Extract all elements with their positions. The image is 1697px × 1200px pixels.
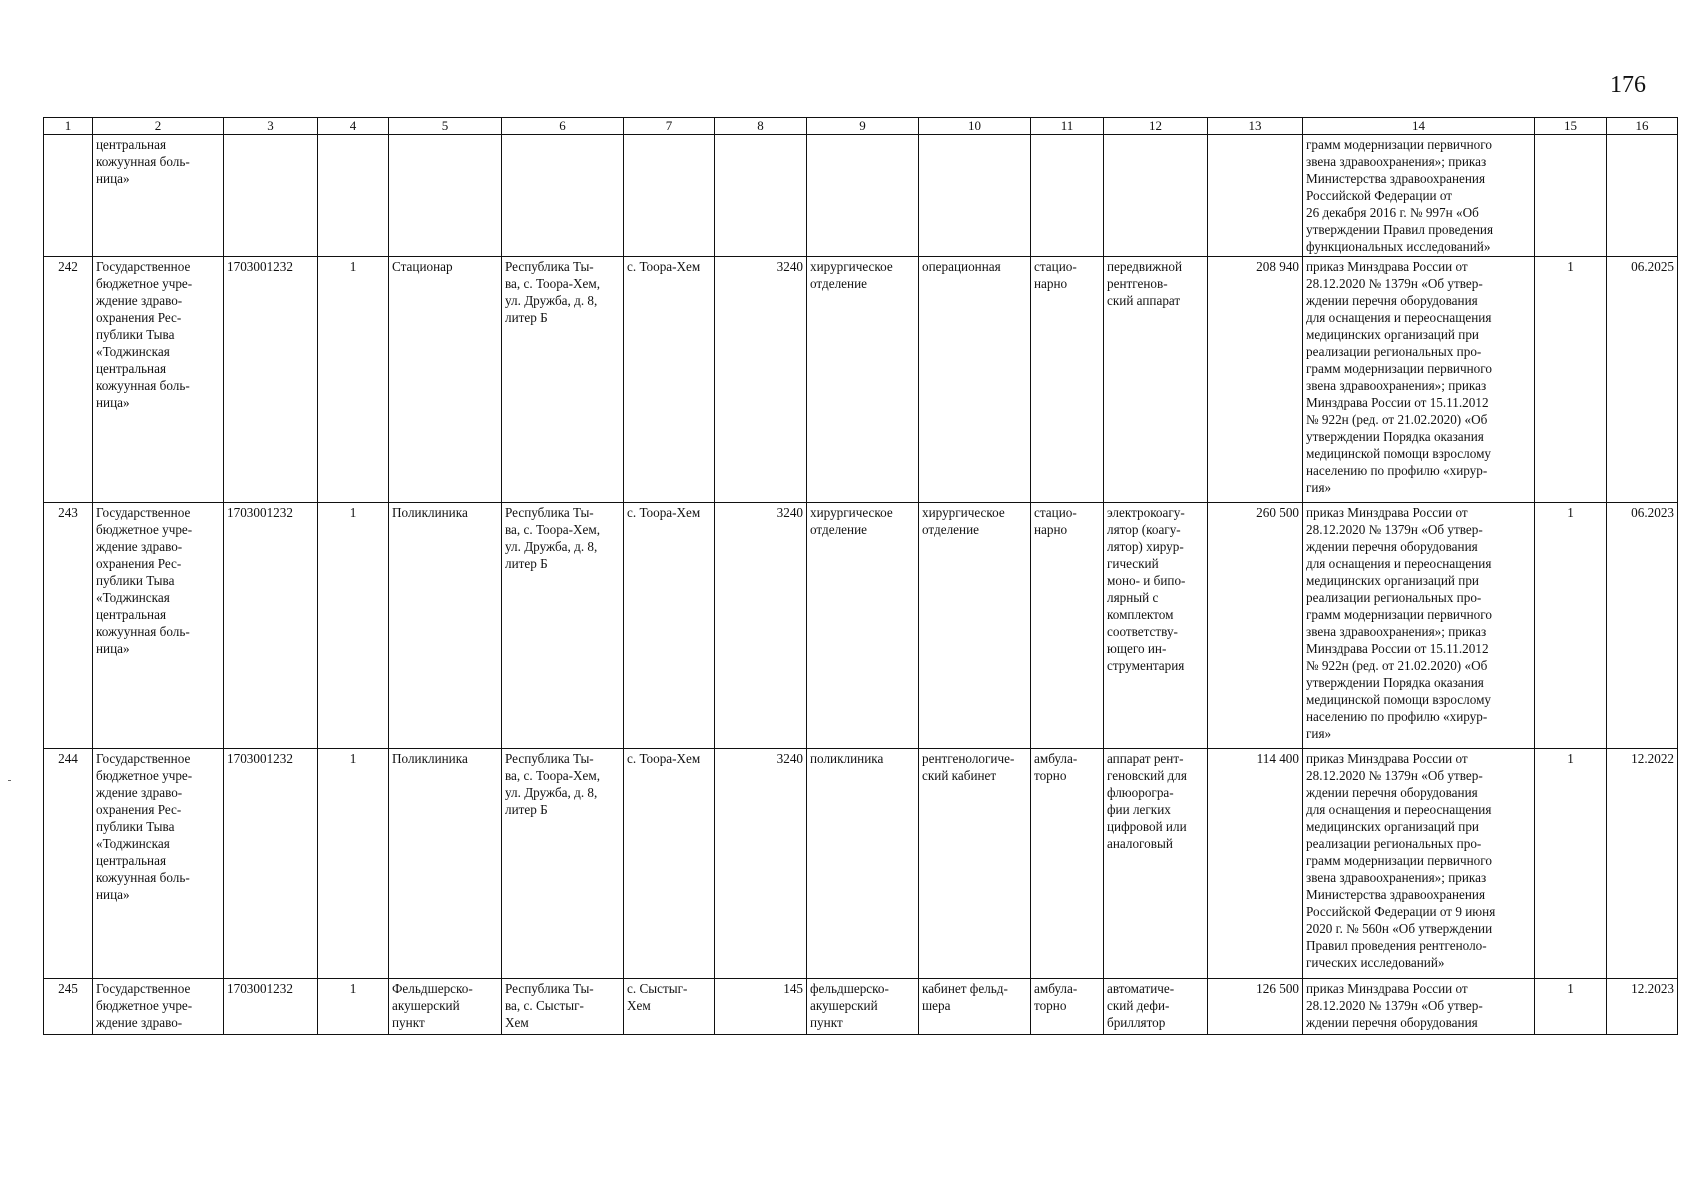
col4-value: 1	[318, 503, 389, 749]
col8-value: 3240	[715, 749, 807, 979]
care-mode: амбула- торно	[1031, 979, 1104, 1035]
equipment: передвижной рентгенов- ский аппарат	[1104, 257, 1208, 503]
col-header: 9	[807, 118, 919, 135]
legal-basis: приказ Минздрава России от 28.12.2020 № 1379н «Об утвер- ждении перечня оборудования	[1303, 979, 1535, 1035]
organization-name: центральная кожуунная боль- ница»	[93, 135, 224, 257]
care-mode: амбула- торно	[1031, 749, 1104, 979]
page-number: 176	[1610, 72, 1646, 98]
row-number: 243	[44, 503, 93, 749]
inn: 1703001232	[224, 257, 318, 503]
room: рентгенологиче- ский кабинет	[919, 749, 1031, 979]
continuation-row	[44, 135, 1678, 257]
row-number: 242	[44, 257, 93, 503]
inn: 1703001232	[224, 503, 318, 749]
equipment: аппарат рент- геновский для флюорогра- фии легких цифровой или аналоговый	[1104, 749, 1208, 979]
department: фельдшерско- акушерский пункт	[807, 979, 919, 1035]
equipment: автоматиче- ский дефи- бриллятор	[1104, 979, 1208, 1035]
inn: 1703001232	[224, 979, 318, 1035]
legal-basis: грамм модернизации первичного звена здравоохранения»; приказ Министерства здравоохранения Российской Федерации от 26 декабря 2016 г. № 997н «Об утверждении Правил проведения функциональных исследований»	[1303, 135, 1535, 257]
table-row	[44, 503, 1678, 749]
table-row	[44, 979, 1678, 1035]
unit-type: Поликлиника	[389, 749, 502, 979]
legal-basis: приказ Минздрава России от 28.12.2020 № 1379н «Об утвер- ждении перечня оборудования для оснащения и переоснащения медицинских организаций при реализации региональных про- грамм модернизации первичного звена здравоохранения»; приказ Минздрава России от 15.11.2012 № 922н (ред. от 21.02.2020) «Об утверждении Порядка оказания медицинской помощи взрослому населению по профилю «хирур- гия»	[1303, 503, 1535, 749]
col-header: 14	[1303, 118, 1535, 135]
col8-value: 3240	[715, 503, 807, 749]
address: Республика Ты- ва, с. Тоора-Хем, ул. Дружба, д. 8, литер Б	[502, 749, 624, 979]
column-number-row	[44, 118, 1678, 135]
col-header: 10	[919, 118, 1031, 135]
quantity: 1	[1535, 749, 1607, 979]
unit-type: Стационар	[389, 257, 502, 503]
department: поликлиника	[807, 749, 919, 979]
col4-value: 1	[318, 979, 389, 1035]
row-number: 244	[44, 749, 93, 979]
date: 06.2023	[1607, 503, 1678, 749]
locality: с. Тоора-Хем	[624, 749, 715, 979]
quantity: 1	[1535, 979, 1607, 1035]
legal-basis: приказ Минздрава России от 28.12.2020 № 1379н «Об утвер- ждении перечня оборудования для оснащения и переоснащения медицинских организаций при реализации региональных про- грамм модернизации первичного звена здравоохранения»; приказ Минздрава России от 15.11.2012 № 922н (ред. от 21.02.2020) «Об утверждении Порядка оказания медицинской помощи взрослому населению по профилю «хирур- гия»	[1303, 257, 1535, 503]
inn: 1703001232	[224, 749, 318, 979]
care-mode: стацио- нарно	[1031, 257, 1104, 503]
col-header: 7	[624, 118, 715, 135]
col-header: 3	[224, 118, 318, 135]
col-header: 15	[1535, 118, 1607, 135]
table-row	[44, 257, 1678, 503]
col-header: 4	[318, 118, 389, 135]
room: операционная	[919, 257, 1031, 503]
organization-name: Государственное бюджетное учре- ждение здраво- охранения Рес- публики Тыва «Тоджинская центральная кожуунная боль- ница»	[93, 257, 224, 503]
equipment-table	[43, 117, 1678, 1035]
locality: с. Сыстыг- Хем	[624, 979, 715, 1035]
locality: с. Тоора-Хем	[624, 503, 715, 749]
unit-type: Фельдшерско- акушерский пункт	[389, 979, 502, 1035]
price: 260 500	[1208, 503, 1303, 749]
date: 12.2023	[1607, 979, 1678, 1035]
date: 12.2022	[1607, 749, 1678, 979]
price: 208 940	[1208, 257, 1303, 503]
organization-name: Государственное бюджетное учре- ждение здраво- охранения Рес- публики Тыва «Тоджинская центральная кожуунная боль- ница»	[93, 749, 224, 979]
unit-type: Поликлиника	[389, 503, 502, 749]
col-header: 11	[1031, 118, 1104, 135]
col8-value: 145	[715, 979, 807, 1035]
margin-mark	[8, 780, 11, 781]
col-header: 2	[93, 118, 224, 135]
legal-basis: приказ Минздрава России от 28.12.2020 № 1379н «Об утвер- ждении перечня оборудования для оснащения и переоснащения медицинских организаций при реализации региональных про- грамм модернизации первичного звена здравоохранения»; приказ Министерства здравоохранения Российской Федерации от 9 июня 2020 г. № 560н «Об утверждении Правил проведения рентгеноло- гических исследований»	[1303, 749, 1535, 979]
address: Республика Ты- ва, с. Сыстыг- Хем	[502, 979, 624, 1035]
col4-value: 1	[318, 749, 389, 979]
organization-name: Государственное бюджетное учре- ждение здраво-	[93, 979, 224, 1035]
col-header: 1	[44, 118, 93, 135]
equipment: электрокоагу- лятор (коагу- лятор) хирур- гический моно- и бипо- лярный с комплектом соответству- ющего ин- струментария	[1104, 503, 1208, 749]
price: 114 400	[1208, 749, 1303, 979]
room: кабинет фельд- шера	[919, 979, 1031, 1035]
department: хирургическое отделение	[807, 503, 919, 749]
room: хирургическое отделение	[919, 503, 1031, 749]
row-number: 245	[44, 979, 93, 1035]
date: 06.2025	[1607, 257, 1678, 503]
care-mode: стацио- нарно	[1031, 503, 1104, 749]
quantity: 1	[1535, 503, 1607, 749]
col4-value: 1	[318, 257, 389, 503]
col-header: 8	[715, 118, 807, 135]
address: Республика Ты- ва, с. Тоора-Хем, ул. Дружба, д. 8, литер Б	[502, 503, 624, 749]
col-header: 13	[1208, 118, 1303, 135]
col-header: 16	[1607, 118, 1678, 135]
address: Республика Ты- ва, с. Тоора-Хем, ул. Дружба, д. 8, литер Б	[502, 257, 624, 503]
organization-name: Государственное бюджетное учре- ждение здраво- охранения Рес- публики Тыва «Тоджинская центральная кожуунная боль- ница»	[93, 503, 224, 749]
table-row	[44, 749, 1678, 979]
quantity: 1	[1535, 257, 1607, 503]
locality: с. Тоора-Хем	[624, 257, 715, 503]
col-header: 6	[502, 118, 624, 135]
price: 126 500	[1208, 979, 1303, 1035]
col-header: 12	[1104, 118, 1208, 135]
col8-value: 3240	[715, 257, 807, 503]
department: хирургическое отделение	[807, 257, 919, 503]
col-header: 5	[389, 118, 502, 135]
